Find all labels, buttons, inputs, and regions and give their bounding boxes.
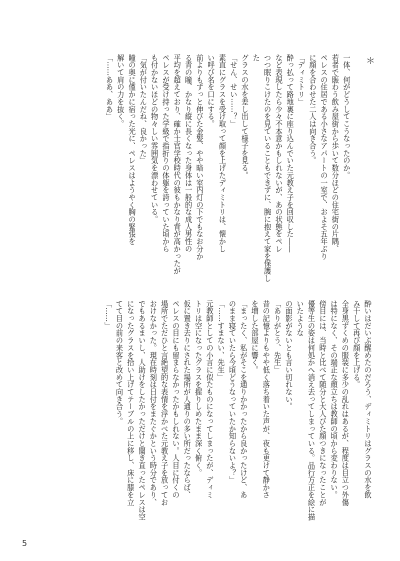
upper-text-line: 一体、何がどうしてこうなったのか。 bbox=[342, 54, 352, 179]
upper-text-line: も付かないほどの物々しい雰囲気を漂わせている。 bbox=[150, 54, 160, 224]
lower-text-line: でもあるまいし、人助けをしたかっただけと聞き直ったペレスは空 bbox=[138, 300, 148, 521]
lower-text-line: 「まったく、私がそこを通りかかったから良かったけど、あ bbox=[239, 300, 249, 499]
page-number: 5 bbox=[22, 539, 28, 548]
lower-text-line: になったグラスを拾い上げてテーブルの上に移し、床に膝を立 bbox=[126, 300, 136, 506]
lower-text-line: 仮に置き去りにされた場所が人通りの多い所だったならば、 bbox=[183, 300, 193, 499]
upper-text-line: 酔っ払って路地裏に座り込んでいた元教え子を回収した―― bbox=[286, 54, 296, 253]
lower-text-line: 傍目には、当時と比べて随分と大人びた顔つきになったことが bbox=[318, 300, 328, 506]
lower-text-line: 酔いはだいぶ醒めたのだろう、ディミトリはグラスの水を飲 bbox=[364, 300, 373, 499]
upper-text-line: 瞳の奥に僅かに宿った光に、ペレスはようやく胸の緊張を bbox=[128, 54, 138, 246]
upper-text-line: 平均を超えており、確か士官学校時代の彼もかなり背が高かったが bbox=[173, 54, 183, 275]
lower-text-line: 全身黒ずくめの服装に多少の乱れはあるが、程度は目立つ外傷 bbox=[341, 300, 351, 506]
lower-text-line: 場所でただひと言絶望的な表情を浮かべた元教え子を放ってお bbox=[160, 300, 170, 506]
upper-text-line: グラスの水を差し出して様子を見る。 bbox=[241, 54, 251, 179]
upper-text-line: 「……ああ、ああ」 bbox=[105, 54, 115, 121]
lower-text-line: 「ありがとう、先生」 bbox=[273, 300, 283, 374]
lower-text-block bbox=[48, 300, 374, 526]
upper-text-line: 素直にグラスを受け取って顔を上げたディミトリは、懐かし bbox=[218, 54, 228, 253]
upper-text-line: 若者で賑わう飲み屋街から歩いて数分ほどの住宅街の片隅、 bbox=[331, 54, 341, 253]
upper-text-line: 「ディミトリ」 bbox=[297, 54, 307, 106]
upper-text-line: 解いて肩の力を抜く。 bbox=[116, 54, 126, 128]
upper-text-line: ペレスの住居である小さなアパートの一室で、およそ五年ぶり bbox=[320, 54, 330, 260]
lower-text-line: ペレスの目にも留まらなかったかもしれない。人目に付くの bbox=[171, 300, 181, 499]
upper-text-line: ペレスが受け持った学級で指折りの体躯を誇っていた頃から bbox=[161, 54, 171, 253]
upper-text-line: い呼び名を口にする。 bbox=[207, 54, 217, 128]
upper-text-line: に顔を合わせた二人は向き合う。 bbox=[308, 54, 318, 165]
upper-text-line: 「せん、せい……？」 bbox=[229, 54, 239, 128]
upper-text-line: など表現したら少々不本意かもしれないが、あの状態をペレ bbox=[274, 54, 284, 253]
lower-text-line: のまま寝ていたら今頃どうなっていたか知らないよ？」 bbox=[228, 300, 238, 484]
lower-text-line: おけなかった。現在時刻は日付をまたぐかという時分であり、 bbox=[149, 300, 159, 506]
lower-text-line: は特になく、その端正な顔立ちは教師の頃から変わりない。 bbox=[330, 300, 340, 499]
lower-text-line: 元教師としての小言に似たものになってしまったが、ディミ bbox=[205, 300, 215, 499]
lower-text-line: 優等生の姿は何処かへ消え去ってしまっている。品行方正を絵に描いたような bbox=[296, 300, 317, 521]
upper-text-line: 「気が付いたんだね、良かった」 bbox=[139, 54, 149, 165]
lower-text-line: み干して再び顔を上げる。 bbox=[352, 300, 362, 389]
lower-text-line: 「……すまない、先生」 bbox=[217, 300, 227, 381]
lower-text-line: の面影がないとも言い切れない。 bbox=[284, 300, 294, 411]
upper-text-block bbox=[48, 54, 374, 286]
lower-text-line: てて目の前の来客と改めて向き合う。 bbox=[115, 300, 125, 425]
upper-text-line: 前よりもずっと伸びた金髪、やや暗い室内灯の下でもなお分か bbox=[195, 54, 205, 260]
upper-text-line: つつ眠りこけたのを見ていることもできずに、腕に抱えて家を保護した bbox=[252, 54, 273, 282]
lower-text-line: を増した部屋に響く。 bbox=[251, 300, 261, 374]
lower-text-line: トリは空になったグラスを握りしめたまま深く俯く。 bbox=[194, 300, 204, 477]
upper-text-line: ＊ bbox=[364, 56, 374, 66]
lower-text-line: 「……」 bbox=[104, 300, 114, 330]
upper-text-line: る青の瞳、かなり縦に長くなった身体は一般的な成人男性の bbox=[184, 54, 194, 253]
lower-text-line: 昔の記憶よりもやや低く落ち着いた声が、夜も更けて静かさ bbox=[262, 300, 272, 499]
